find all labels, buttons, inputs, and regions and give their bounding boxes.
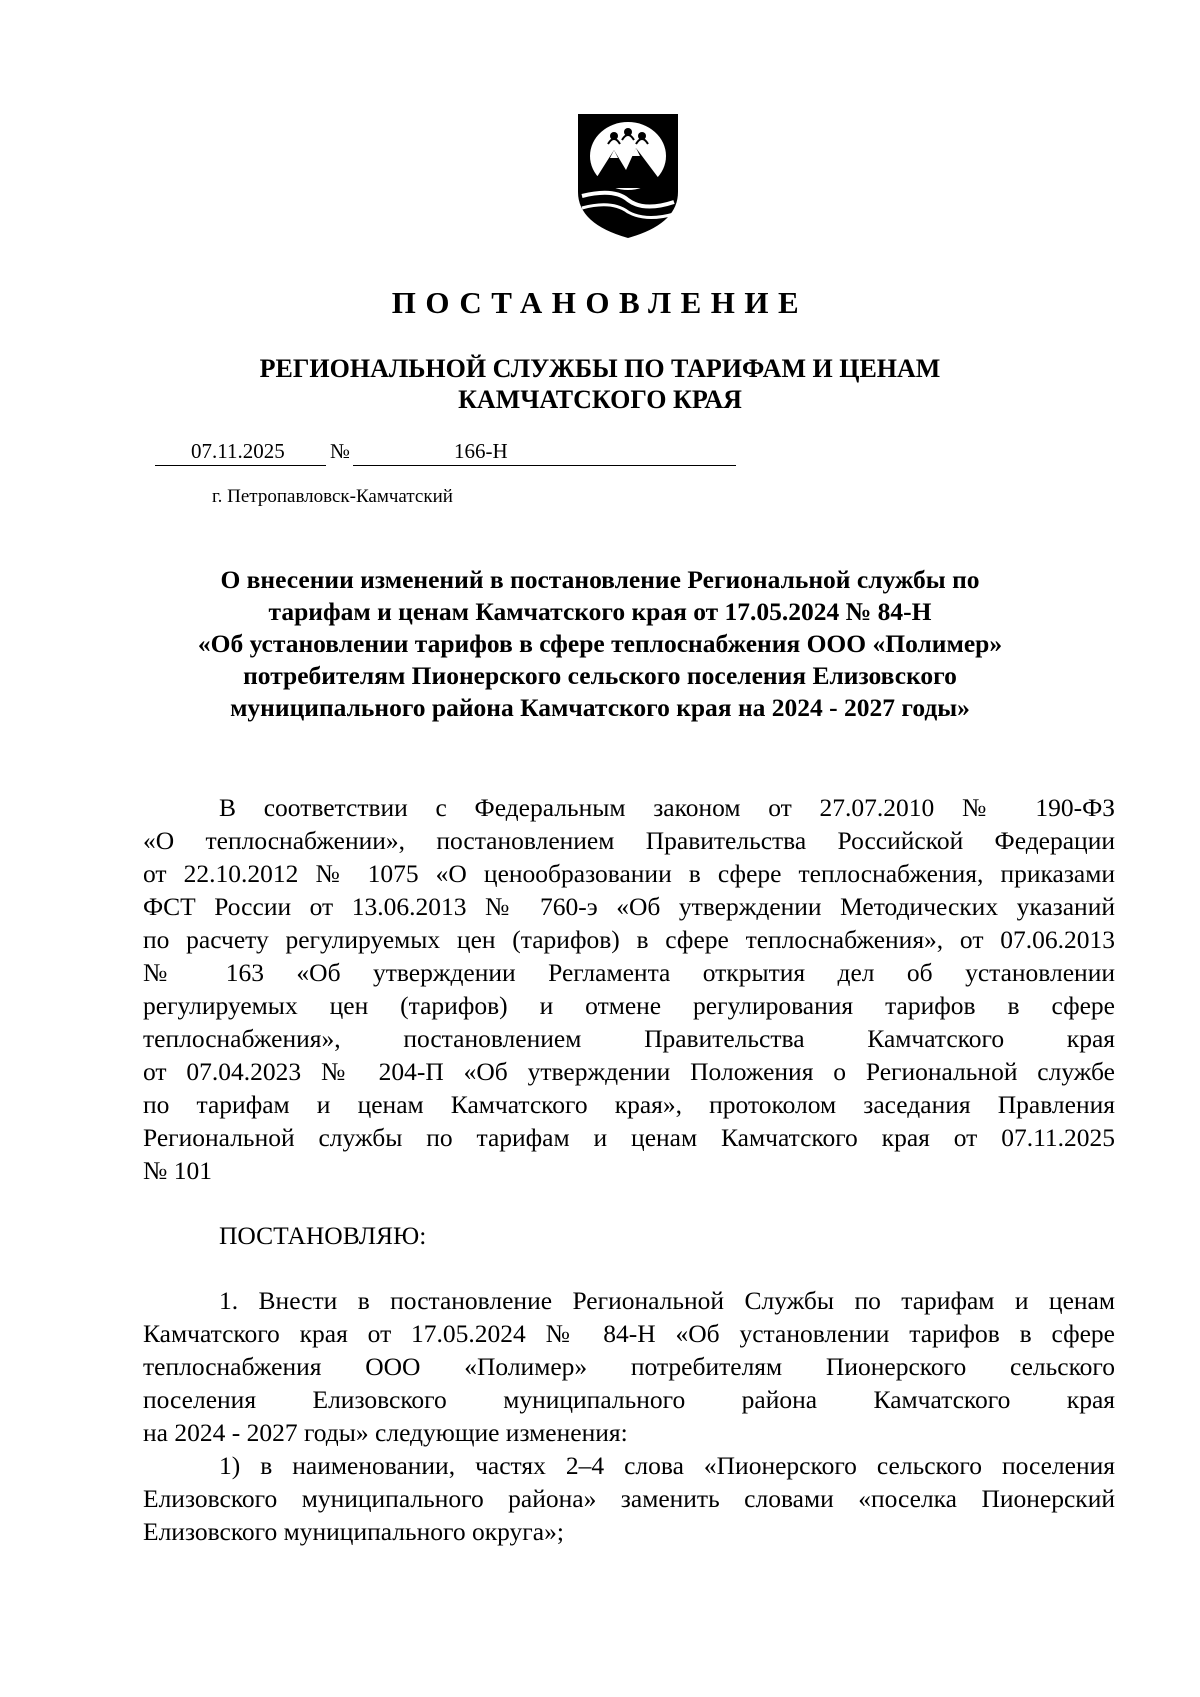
date-field [155,438,326,466]
subject-line: потребителям Пионерского сельского поселения Елизовского [243,661,957,690]
preamble-line: от 07.04.2023 № 204-П «Об утверждении Положения о Региональной службе [143,1057,1115,1086]
city: г. Петропавловск-Камчатский [212,486,453,507]
preamble-line: по расчету регулируемых цен (тарифов) в сфере теплоснабжения», от 07.06.2013 [143,925,1115,954]
document-subject [0,564,1200,724]
subitem-line: 1) в наименовании, частях 2–4 слова «Пионерского сельского поселения [219,1451,1115,1480]
preamble-line: ФСТ России от 13.06.2013 № 760-э «Об утверждении Методических указаний [143,892,1115,921]
subject-line: О внесении изменений в постановление Региональной службы по [220,565,980,594]
preamble-line: по тарифам и ценам Камчатского края», протоколом заседания Правления [143,1090,1115,1119]
preamble-line: от 22.10.2012 № 1075 «О ценообразовании в сфере теплоснабжения, приказами [143,859,1115,888]
preamble-line: В соответствии с Федеральным законом от 27.07.2010 № 190-ФЗ [219,793,1115,822]
document-date: 07.11.2025 [191,439,285,463]
decree-word: ПОСТАНОВЛЯЮ: [219,1221,427,1250]
number-sign: № [330,439,351,463]
preamble-line: № 163 «Об утверждении Регламента открытия дел об установлении [143,958,1115,987]
preamble-line: теплоснабжения», постановлением Правительства Камчатского края [143,1024,1115,1053]
item-line: Камчатского края от 17.05.2024 № 84-Н «Об установлении тарифов в сфере [143,1319,1115,1348]
issuing-authority [0,353,1200,415]
preamble-line: «О теплоснабжении», постановлением Правительства Российской Федерации [143,826,1115,855]
document-number: 166-Н [454,439,508,463]
preamble-line: № 101 [143,1156,212,1185]
subitem-line: Елизовского муниципального района» заменить словами «поселка Пионерский [143,1484,1115,1513]
preamble-line: регулируемых цен (тарифов) и отмене регулирования тарифов в сфере [143,991,1115,1020]
subject-line: «Об установлении тарифов в сфере теплоснабжения ООО «Полимер» [197,629,1003,658]
subject-line: тарифам и ценам Камчатского края от 17.05.2024 № 84-Н [268,597,932,626]
subject-line: муниципального района Камчатского края на 2024 - 2027 годы» [230,693,970,722]
item-line: на 2024 - 2027 годы» следующие изменения: [143,1418,628,1447]
authority-line: КАМЧАТСКОГО КРАЯ [458,385,742,414]
number-field [353,438,736,466]
item-line: 1. Внести в постановление Региональной Службы по тарифам и ценам [219,1286,1115,1315]
item-line: поселения Елизовского муниципального района Камчатского края [143,1385,1115,1414]
document-type-title: ПОСТАНОВЛЕНИЕ [391,285,809,320]
item-line: теплоснабжения ООО «Полимер» потребителям Пионерского сельского [143,1352,1115,1381]
kamchatka-coat-of-arms-icon [574,108,682,240]
authority-line: РЕГИОНАЛЬНОЙ СЛУЖБЫ ПО ТАРИФАМ И ЦЕНАМ [259,354,941,383]
subitem-line: Елизовского муниципального округа»; [143,1517,564,1546]
preamble-line: Региональной службы по тарифам и ценам Камчатского края от 07.11.2025 [143,1123,1115,1152]
